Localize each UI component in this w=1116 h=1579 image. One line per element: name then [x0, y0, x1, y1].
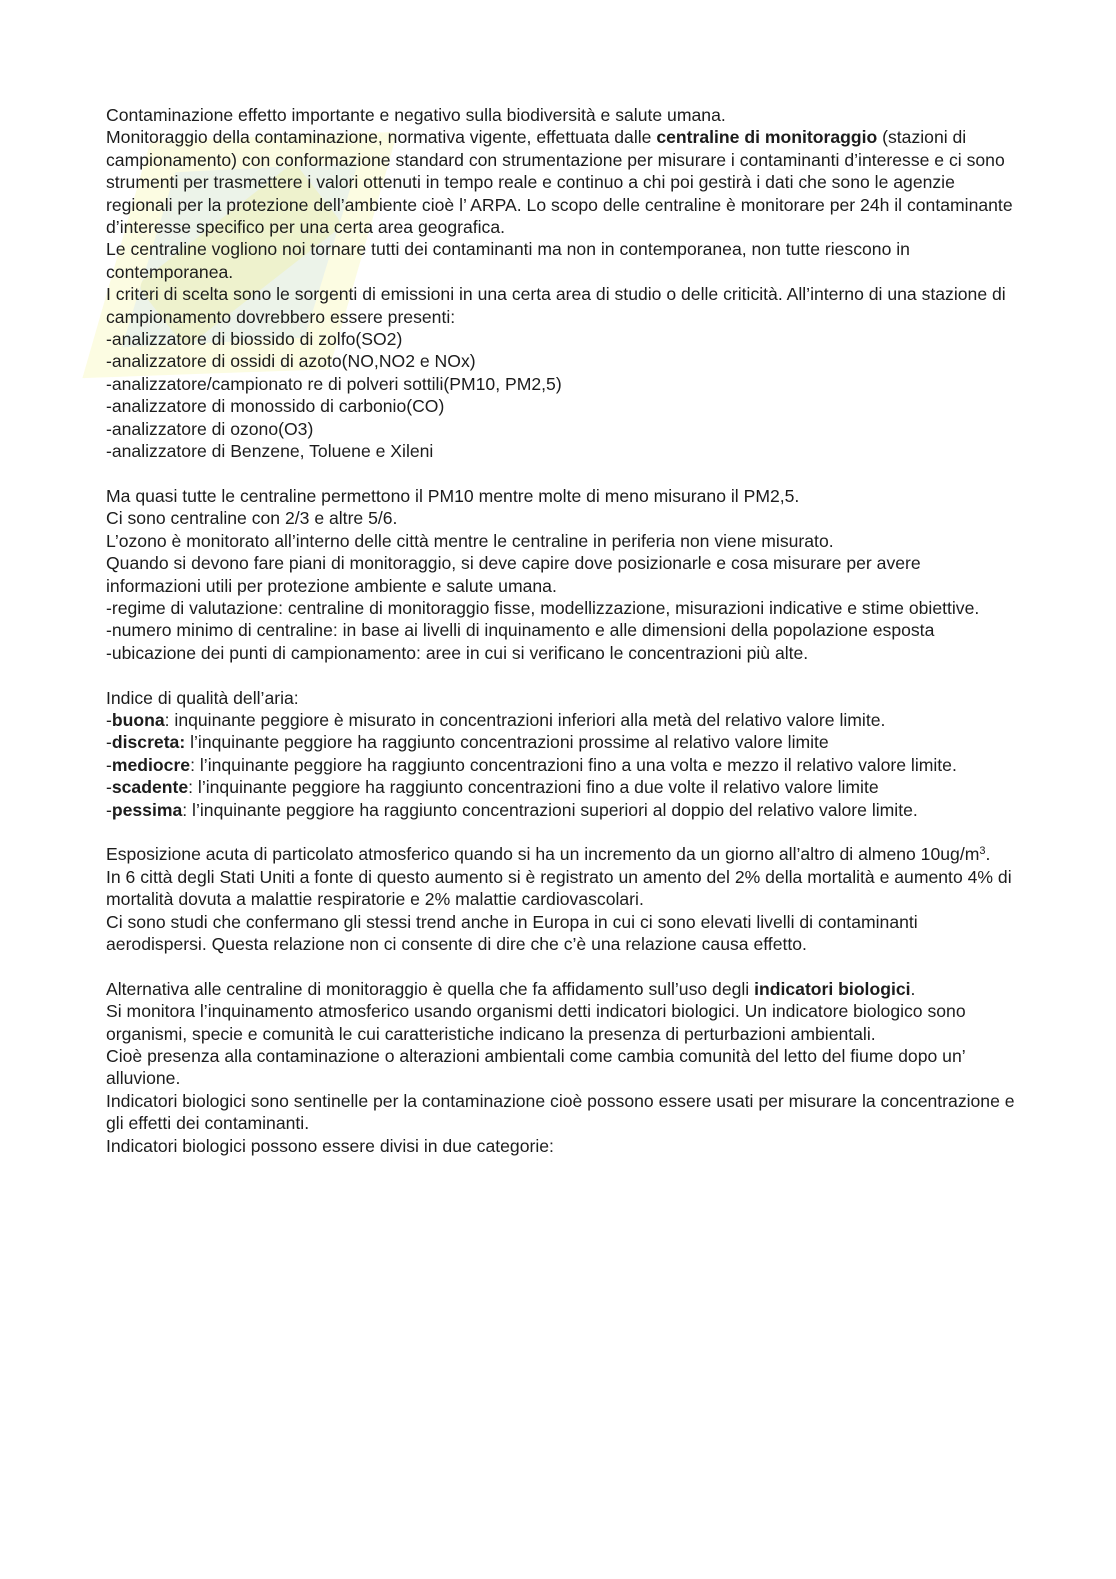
paragraph-sentinels: Indicatori biologici sono sentinelle per la contaminazione cioè possono essere usati per misurare la concentrazione e gli effetti dei contaminanti. — [106, 1090, 1015, 1134]
list-item-analyzer: -analizzatore di Benzene, Toluene e Xileni — [106, 441, 434, 462]
paragraph-categories: Indicatori biologici possono essere divisi in due categorie: — [106, 1135, 554, 1156]
document-page — [106, 104, 1016, 1157]
list-item-analyzer: -analizzatore/campionato re di polveri sottili(PM10, PM2,5) — [106, 373, 562, 394]
list-item-regime: -regime di valutazione: centraline di monitoraggio fisse, modellizzazione, misurazioni indicative e stime obiettive. — [106, 597, 980, 618]
aqi-item — [106, 799, 1016, 821]
bold-term-indicatori: indicatori biologici — [754, 978, 911, 999]
aqi-text: : l’inquinante peggiore ha raggiunto concentrazioni fino a una volta e mezzo il relativo valore limite. — [190, 754, 957, 775]
aqi-term: buona — [111, 709, 165, 730]
paragraph-usa-study: In 6 città degli Stati Uniti a fonte di questo aumento si è registrato un amento del 2% della mortalità e aumento 4% di mortalità dovuta a malattie respiratorie e 2% malattie cardiovascolari. — [106, 866, 1012, 910]
paragraph-count: Ci sono centraline con 2/3 e altre 5/6. — [106, 508, 398, 529]
aqi-text: : l’inquinante peggiore ha raggiunto concentrazioni fino a due volte il relativo valore limite — [188, 777, 879, 798]
paragraph-text: . — [985, 844, 991, 865]
list-item-analyzer: -analizzatore di biossido di zolfo(SO2) — [106, 329, 403, 350]
bold-term-centraline: centraline di monitoraggio — [656, 127, 878, 148]
aqi-term: mediocre — [111, 754, 191, 775]
aqi-term: pessima — [111, 799, 183, 820]
aqi-term: scadente — [111, 777, 189, 798]
dash: - — [106, 799, 112, 820]
paragraph-text: . — [910, 978, 916, 999]
aqi-text: : inquinante peggiore è misurato in concentrazioni inferiori alla metà del relativo valore limite. — [164, 709, 886, 730]
aqi-heading: Indice di qualità dell’aria: — [106, 687, 299, 708]
paragraph-text: Alternativa alle centraline di monitoraggio è quella che fa affidamento sull’uso degli — [106, 978, 755, 999]
paragraph-intro: Contaminazione effetto importante e negativo sulla biodiversità e salute umana. — [106, 105, 726, 125]
aqi-item — [106, 709, 1016, 731]
paragraph-text: Esposizione acuta di particolato atmosferico quando si ha un incremento da un giorno all’altro di almeno 10ug/m — [106, 844, 980, 865]
aqi-text: : l’inquinante peggiore ha raggiunto concentrazioni superiori al doppio del relativo valore limite. — [182, 799, 918, 820]
paragraph-monitoring — [106, 126, 1016, 238]
paragraph-pm: Ma quasi tutte le centraline permettono il PM10 mentre molte di meno misurano il PM2,5. — [106, 485, 800, 506]
paragraph-text: Monitoraggio della contaminazione, normativa vigente, effettuata dalle — [106, 127, 657, 148]
list-item-analyzer: -analizzatore di monossido di carbonio(CO) — [106, 396, 445, 417]
paragraph-europe: Ci sono studi che confermano gli stessi trend anche in Europa in cui ci sono elevati livelli di contaminanti aerodispersi. Questa relazione non ci consente di dire che c’è una relazione causa effetto. — [106, 911, 918, 954]
aqi-item — [106, 731, 1016, 753]
dash: - — [106, 709, 112, 730]
list-item-analyzer: -analizzatore di ozono(O3) — [106, 418, 314, 439]
paragraph-text: (stazioni di campionamento) con conformazione standard con strumentazione per misurare i contaminanti d’interesse e ci sono strumenti per trasmettere i valori ottenuti in tempo reale e continuo a chi poi gestirà i dati che sono le agenzie regionali per la protezione dell’ambiente cioè l’ ARPA. Lo scopo delle centraline è monitorare per 24h il contaminante d’interesse specifico per una certa area geografica. — [106, 127, 1013, 238]
aqi-item — [106, 776, 1016, 798]
superscript: 3 — [979, 845, 986, 858]
paragraph-centraline: Le centraline vogliono noi tornare tutti dei contaminanti ma non in contemporanea, non tutte riescono in contemporanea. — [106, 239, 910, 282]
aqi-item — [106, 754, 1016, 776]
paragraph-exposure — [106, 843, 1016, 865]
paragraph-bioindicators: Si monitora l’inquinamento atmosferico usando organismi detti indicatori biologici. Un indicatore biologico sono organismi, specie e comunità le cui caratteristiche indicano la presenza di perturbazioni ambientali. — [106, 1001, 966, 1044]
aqi-term: discreta: — [111, 732, 186, 753]
list-item-location: -ubicazione dei punti di campionamento: aree in cui si verificano le concentrazioni più alte. — [106, 642, 809, 663]
list-item-number: -numero minimo di centraline: in base ai livelli di inquinamento e alle dimensioni della popolazione esposta — [106, 620, 935, 641]
dash: - — [106, 754, 112, 775]
paragraph-alternative — [106, 978, 1016, 1000]
paragraph-ozone: L’ozono è monitorato all’interno delle città mentre le centraline in periferia non viene misurato. — [106, 530, 834, 551]
paragraph-presence: Cioè presenza alla contaminazione o alterazioni ambientali come cambia comunità del letto del fiume dopo un’ alluvione. — [106, 1046, 966, 1089]
aqi-text: l’inquinante peggiore ha raggiunto concentrazioni prossime al relativo valore limite — [185, 732, 829, 753]
dash: - — [106, 732, 112, 753]
paragraph-plans: Quando si devono fare piani di monitoraggio, si deve capire dove posizionarle e cosa misurare per avere informazioni utili per protezione ambiente e salute umana. — [106, 553, 921, 596]
paragraph-criteria: I criteri di scelta sono le sorgenti di emissioni in una certa area di studio o delle criticità. All’interno di una stazione di campionamento dovrebbero essere presenti: — [106, 284, 1006, 327]
dash: - — [106, 777, 112, 798]
list-item-analyzer: -analizzatore di ossidi di azoto(NO,NO2 e NOx) — [106, 351, 476, 372]
